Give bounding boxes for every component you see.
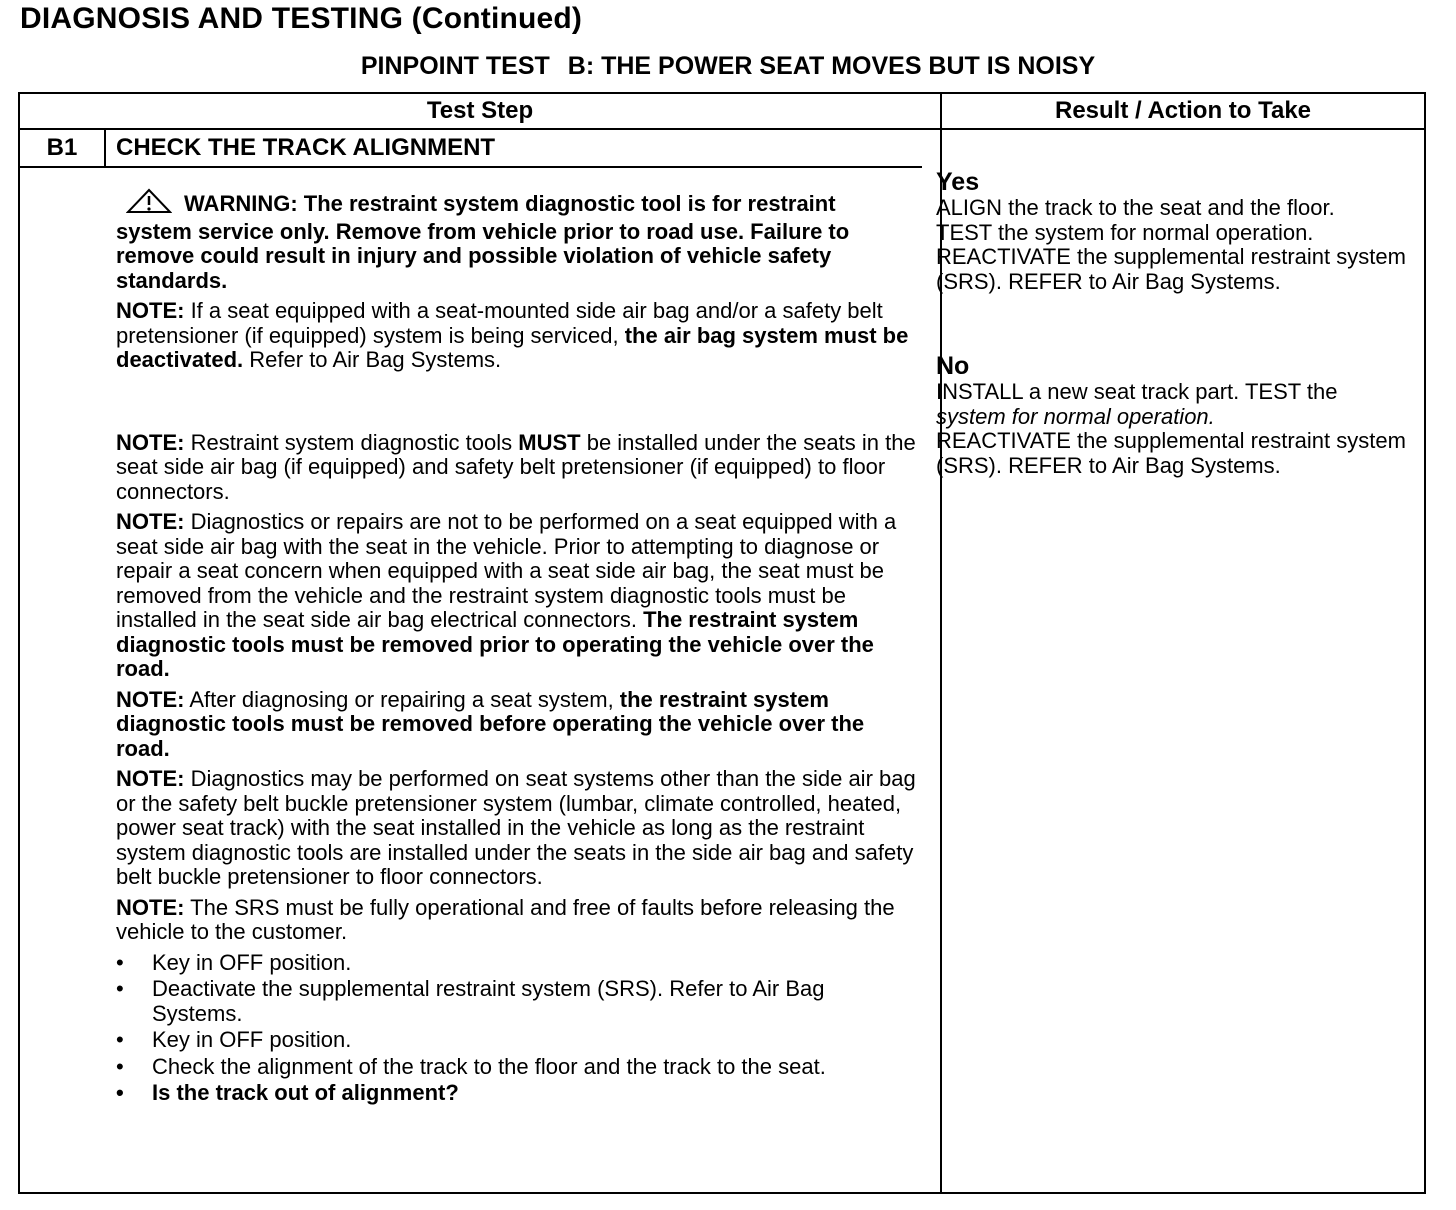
note-2	[116, 431, 916, 505]
result-yes	[936, 168, 1426, 294]
note-4-text: After diagnosing or repairing a seat system,	[184, 686, 620, 712]
note-label: NOTE:	[116, 298, 185, 323]
page-title: DIAGNOSIS AND TESTING (Continued)	[20, 2, 583, 35]
step-list	[116, 951, 916, 1106]
list-item-question: • Is the track out of alignment?	[116, 1081, 916, 1106]
list-item: • Key in OFF position.	[116, 1028, 916, 1053]
warning-text: WARNING: The restraint system diagnostic tool is for restraint system service only. Remove from vehicle prior to road use. Failure to remove could result in injury and possible violation of vehicle safety standards.	[116, 191, 850, 293]
result-yes-line: TEST the system for normal operation.	[936, 219, 1314, 245]
note-3-bold: The restraint system diagnostic tools must be removed prior to operating the vehicle over the road.	[116, 607, 874, 681]
note-3-text: Diagnostics or repairs are not to be performed on a seat equipped with a seat side air bag with the seat in the vehicle. Prior to attempting to diagnose or repair a seat concern when equipped with a seat side air bag, the seat must be removed from the vehicle and the restraint system diagnostic tools must be installed in the seat side air bag electrical connectors.	[116, 509, 897, 632]
test-title-rest: B: THE POWER SEAT MOVES BUT IS NOISY	[567, 52, 1096, 80]
spacer	[116, 379, 916, 431]
list-item: • Key in OFF position.	[116, 951, 916, 976]
test-title-prefix: PINPOINT TEST	[360, 52, 550, 80]
note-4	[116, 688, 916, 762]
note-1	[116, 299, 916, 373]
warning-block	[116, 188, 916, 293]
note-2-text: Restraint system diagnostic tools	[184, 429, 519, 455]
note-3	[116, 510, 916, 682]
note-1-tail: Refer to Air Bag Systems.	[243, 347, 502, 372]
result-no-line: REACTIVATE the supplemental restraint system (SRS). REFER to Air Bag Systems.	[936, 428, 1406, 478]
note-2-tail: be installed under the seats in the seat side air bag (if equipped) and safety belt pretensioner (if equipped) to floor connectors.	[116, 429, 916, 504]
result-no	[936, 352, 1426, 478]
note-label: NOTE:	[116, 686, 185, 712]
result-no-label: No	[936, 352, 970, 380]
note-1-bold: the air bag system must be deactivated.	[116, 322, 909, 372]
note-6-text: The SRS must be fully operational and free of faults before releasing the vehicle to the customer.	[116, 894, 895, 944]
result-yes-label: Yes	[936, 168, 980, 196]
note-4-bold: the restraint system diagnostic tools must be removed before operating the vehicle over the road.	[116, 686, 865, 761]
result-yes-line: REACTIVATE the supplemental restraint system (SRS). REFER to Air Bag Systems.	[936, 244, 1406, 294]
step-id: B1	[46, 134, 78, 161]
list-item: • Deactivate the supplemental restraint system (SRS). Refer to Air Bag Systems.	[116, 977, 916, 1026]
note-6	[116, 896, 916, 945]
note-label: NOTE:	[116, 429, 185, 455]
note-label: NOTE:	[116, 894, 185, 920]
step-title-divider	[20, 166, 922, 168]
step-title: CHECK THE TRACK ALIGNMENT	[116, 134, 496, 161]
test-step-content	[116, 188, 916, 1108]
list-item: • Check the alignment of the track to the floor and the track to the seat.	[116, 1055, 916, 1080]
pinpoint-test-title	[0, 52, 1456, 81]
note-label: NOTE:	[116, 509, 185, 534]
result-no-line: INSTALL a new seat track part. TEST the	[936, 379, 1338, 404]
column-header-result: Result / Action to Take	[1054, 97, 1312, 124]
note-1-text: If a seat equipped with a seat-mounted side air bag and/or a safety belt pretensioner (if equipped) system is being serviced,	[116, 298, 883, 348]
note-5-text: Diagnostics may be performed on seat systems other than the side air bag or the safety belt buckle pretensioner system (lumbar, climate controlled, heated, power seat track) with the seat installed in the vehicle as long as the restraint system diagnostic tools are installed under the seats in the side air bag and safety belt buckle pretensioner to floor connectors.	[116, 766, 916, 889]
result-yes-line: ALIGN the track to the seat and the floor.	[936, 195, 1335, 220]
warning-triangle-icon	[126, 188, 172, 220]
step-id-divider	[104, 130, 106, 166]
pinpoint-table	[18, 92, 1426, 1194]
note-5	[116, 767, 916, 890]
note-label: NOTE:	[116, 766, 185, 791]
result-no-line: system for normal operation.	[936, 403, 1215, 429]
note-2-bold: MUST	[518, 429, 581, 455]
column-header-test-step: Test Step	[426, 97, 534, 124]
